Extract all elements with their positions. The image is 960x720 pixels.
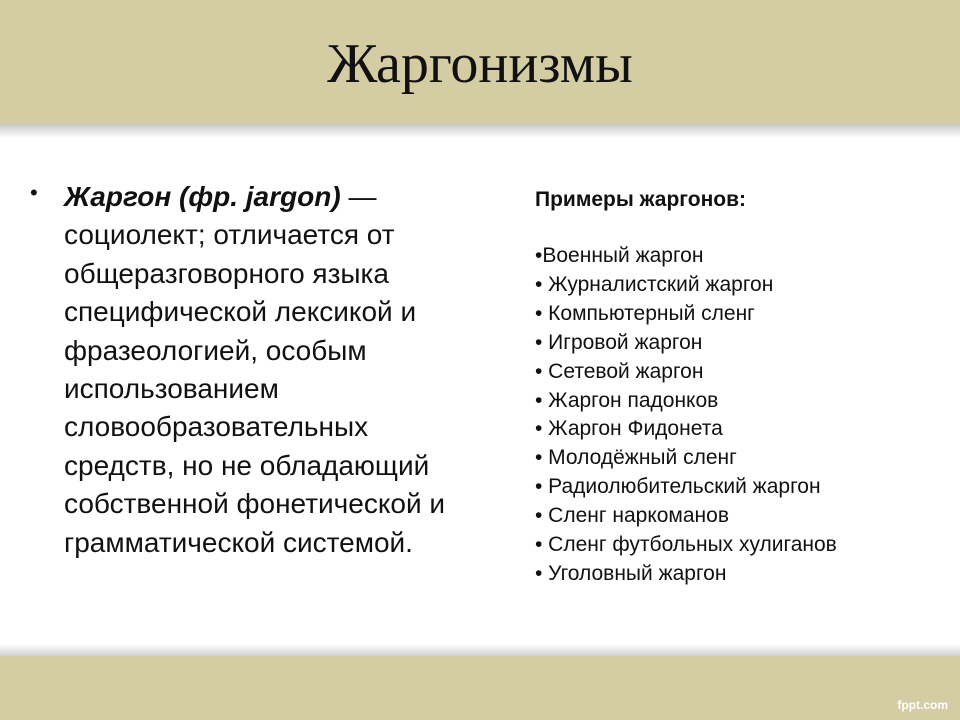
list-item: • Молодёжный сленг xyxy=(535,446,737,470)
slide-title: Жаргонизмы xyxy=(327,33,633,95)
footer-band xyxy=(0,656,960,720)
list-item: •Военный жаргон xyxy=(535,244,704,267)
definition-text: социолект; отличается от общеразговорного языка специфической лексикой и фразеологией, особым использованием словообразовательных средств, но не обладающий собственной фонетической и грамматической системой. xyxy=(64,219,446,558)
brand-watermark: fppt.com xyxy=(897,698,948,712)
definition-term: Жаргон (фр. jargon) xyxy=(64,181,341,212)
examples-block xyxy=(535,186,935,589)
list-item: • Игровой жаргон xyxy=(535,330,703,354)
footer-shadow xyxy=(0,644,960,656)
header-shadow xyxy=(0,124,960,138)
definition-paragraph xyxy=(64,178,484,562)
list-item: • Сленг футбольных хулиганов xyxy=(535,533,837,557)
bullet-icon: • xyxy=(30,180,38,205)
examples-heading: Примеры жаргонов: xyxy=(535,188,747,211)
list-item: • Жаргон падонков xyxy=(535,388,719,412)
list-item: • Радиолюбительский жаргон xyxy=(535,475,821,499)
list-item: • Сетевой жаргон xyxy=(535,359,704,383)
list-item: • Компьютерный сленг xyxy=(535,301,755,325)
list-item: • Сленг наркоманов xyxy=(535,504,729,528)
list-item: • Уголовный жаргон xyxy=(535,561,727,585)
definition-dash: — xyxy=(340,181,377,212)
examples-list xyxy=(535,242,935,589)
list-item: • Жаргон Фидонета xyxy=(535,417,723,441)
list-item: • Журналистский жаргон xyxy=(535,272,774,296)
